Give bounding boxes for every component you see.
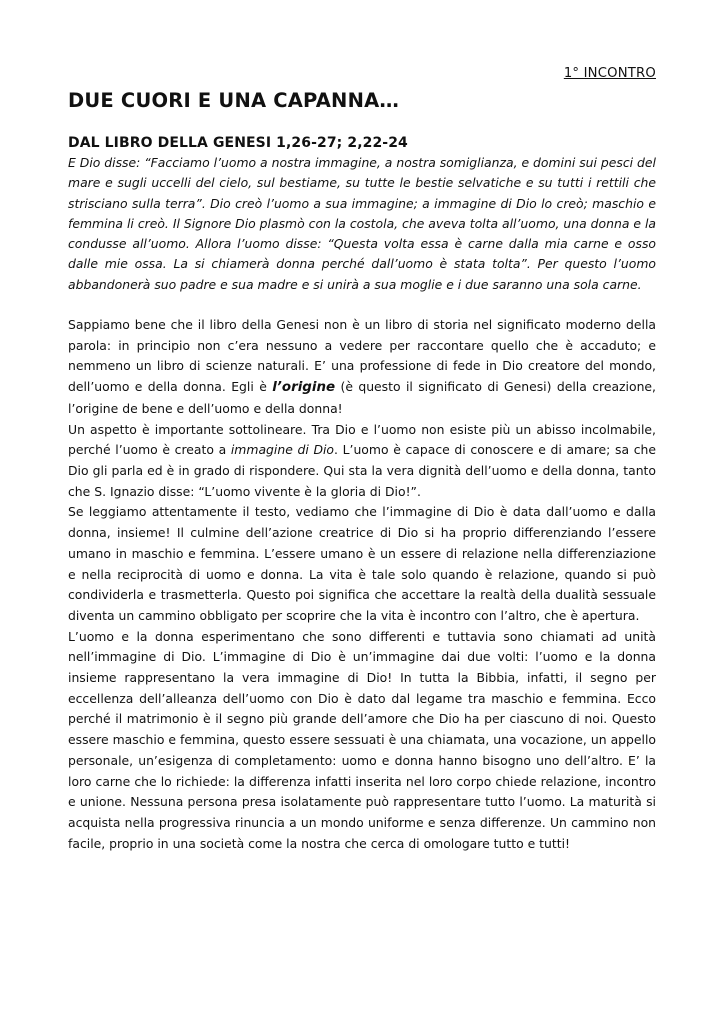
emphasis-origine: l’origine	[272, 380, 336, 396]
meeting-number: 1° INCONTRO	[563, 66, 656, 81]
paragraph-2-start: Un aspetto è importante sottolineare. Tra Dio e l’uomo non esiste più un abisso incolmabile, perché l’uomo è creato a	[68, 421, 656, 458]
paragraph-2	[68, 420, 656, 503]
reading-text: E Dio disse: “Facciamo l’uomo a nostra immagine, a nostra somiglianza, e domini sui pesci del mare e sugli uccelli del cielo, sul bestiame, su tutte le bestie selvatiche e su tutti i rettili che strisciano sulla terra”. Dio creò l’uomo a sua immagine; a immagine di Dio lo creò; maschio e femmina li creò. Il Signore Dio plasmò con la costola, che aveva tolta all’uomo, una donna e la condusse all’uomo. Allora l’uomo disse: “Questa volta essa è carne dalla mia carne e osso dalle mie ossa. La si chiamerà donna perché dall’uomo è stata tolta”. Per questo l’uomo abbandonerà suo padre e sua madre e si unirà a sua moglie e i due saranno una sola carne.	[68, 155, 656, 292]
paragraph-1	[68, 315, 656, 420]
document-page	[68, 66, 656, 854]
paragraph-2-end: . L’uomo è capace di conoscere e di amare; sa che Dio gli parla ed è in grado di rispondere. Qui sta la vera dignità dell’uomo e della donna, tanto che S. Ignazio disse: “L’uomo vivente è la gloria di Dio!”.	[68, 442, 656, 499]
paragraph-1-end: (è questo il significato di Genesi) della creazione, l’origine de bene e dell’uomo e della donna!	[68, 379, 656, 416]
paragraph-3: Se leggiamo attentamente il testo, vediamo che l’immagine di Dio è data dall’uomo e dalla donna, insieme! Il culmine dell’azione creatrice di Dio si ha proprio differenziando l’essere umano in maschio e femmina. L’essere umano è un essere di relazione nella differenziazione e nella reciprocità di uomo e donna. La vita è tale solo quando è relazione, quando si può condividerla e trasmetterla. Questo poi significa che accettare la realtà della dualità sessuale diventa un cammino obbligato per scoprire che la vita è incontro con l’altro, che è apertura.	[68, 504, 656, 623]
paragraph-4: L’uomo e la donna esperimentano che sono differenti e tuttavia sono chiamati ad unità nell’immagine di Dio. L’immagine di Dio è un’immagine dai due volti: l’uomo e la donna insieme rappresentano la vera immagine di Dio! In tutta la Bibbia, infatti, il segno per eccellenza dell’alleanza dell’uomo con Dio è dato dal legame tra maschio e femmina. Ecco perché il matrimonio è il segno più grande dell’amore che Dio ha per ciascuno di noi. Questo essere maschio e femmina, questo essere sessuati è una chiamata, una vocazione, un appello personale, un’esigenza di completamento: uomo e donna hanno bisogno uno dell’altro. E’ la loro carne che lo richiede: la differenza infatti inserita nel loro corpo chiede relazione, incontro e unione. Nessuna persona presa isolatamente può rappresentare tutto l’uomo. La maturità si acquista nella progressiva rinuncia a un mondo uniforme e senza differenze. Un cammino non facile, proprio in una società come la nostra che cerca di omologare tutto e tutti!	[68, 628, 656, 851]
italic-immagine-di-dio: immagine di Dio	[230, 442, 335, 458]
document-title: DUE CUORI E UNA CAPANNA…	[68, 89, 400, 112]
reading-reference: DAL LIBRO DELLA GENESI 1,26-27; 2,22-24	[68, 135, 408, 151]
paragraph-1-start: Sappiamo bene che il libro della Genesi non è un libro di storia nel significato moderno della parola: in principio non c’era nessuno a vedere per raccontare quello che è accaduto; e nemmeno un libro di scienze naturali. E’ una professione di fede in Dio creatore del mondo, dell’uomo e della donna. Egli è	[68, 317, 656, 395]
